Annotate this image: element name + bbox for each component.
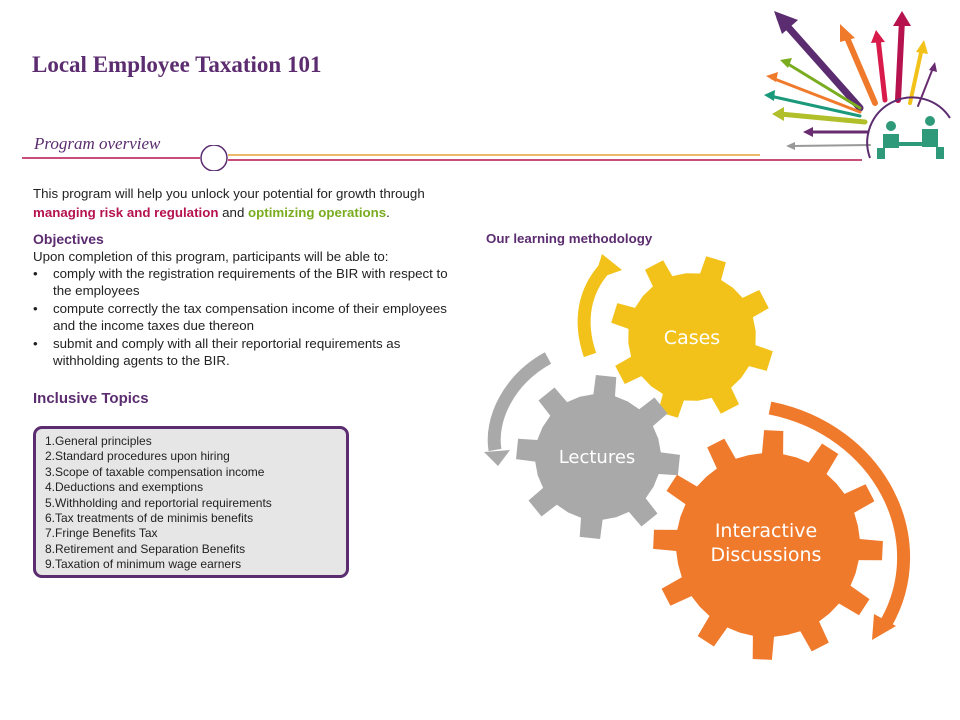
objectives-list [33,265,453,370]
colorful-arrows-logo-icon [740,8,960,168]
bullet: • [33,301,38,316]
objective-text: comply with the registration requirements of the BIR with respect to the employees [53,266,448,298]
methodology-gears-diagram [470,245,940,675]
objective-item [33,335,453,369]
bullet: • [33,266,38,281]
intro-text-middle: and [218,205,249,220]
topic-item: 5.Withholding and reportorial requirements [45,495,272,510]
topic-item: 8.Retirement and Separation Benefits [45,541,246,556]
topic-item: 9.Taxation of minimum wage earners [45,557,242,572]
topic-item: 7.Fringe Benefits Tax [45,526,158,541]
topic-item: 4.Deductions and exemptions [45,480,204,495]
gear-label-lectures: Lectures [558,447,636,468]
objectives-heading: Objectives [33,231,104,247]
arrow-head-gray [484,450,510,466]
topics-heading: Inclusive Topics [33,390,149,407]
intro-highlight-risk: managing risk and regulation [33,205,219,220]
topic-item: 2.Standard procedures upon hiring [45,449,230,464]
topic-item: 6.Tax treatments of de minimis benefits [45,511,254,526]
gear-label-discussions-line1: Interactive [714,520,818,542]
gear-label-cases: Cases [663,327,721,349]
topic-item: 1.General principles [45,434,152,448]
bullet: • [33,336,38,351]
objective-text: compute correctly the tax compensation income of their employees and the income taxes due thereon [53,301,447,333]
cycle-arrow-yellow [584,268,605,355]
methodology-heading: Our learning methodology [486,231,653,246]
header-divider [20,145,865,171]
intro-text: This program will help you unlock your potential for growth through [33,186,425,201]
page-title: Local Employee Taxation 101 [32,52,322,77]
objective-item [33,300,453,334]
objective-text: submit and comply with all their reportorial requirements as withholding agents to the BIR. [53,336,401,368]
topic-item: 3.Scope of taxable compensation income [45,464,265,479]
section-subtitle: Program overview [34,134,161,153]
intro-paragraph [33,184,483,222]
topics-list [45,434,272,573]
intro-highlight-operations: optimizing operations [248,205,387,220]
gear-label-discussions-line2: Discussions [710,544,822,566]
objectives-intro: Upon completion of this program, participants will be able to: [33,249,389,264]
objective-item [33,265,453,299]
intro-text-end: . [386,205,390,220]
arrow-head-yellow [594,254,622,280]
